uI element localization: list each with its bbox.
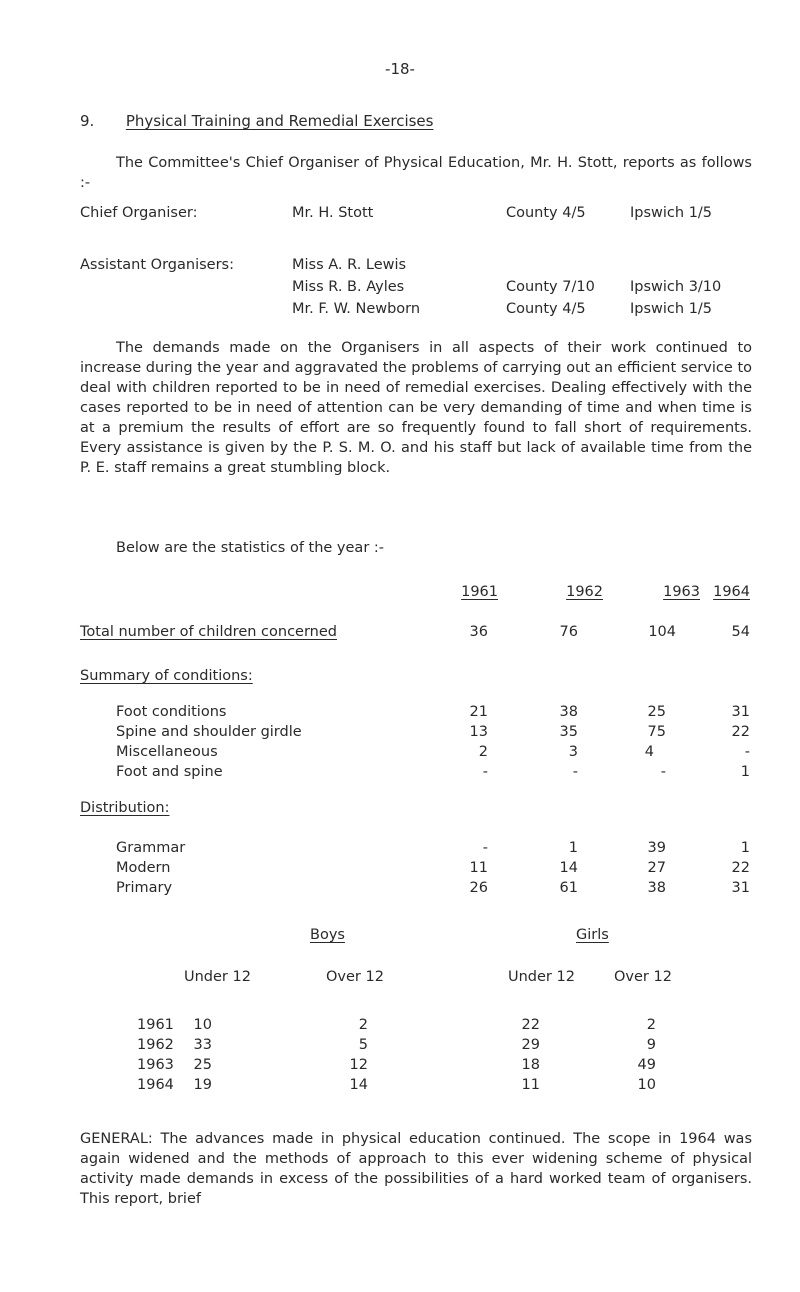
row-year: 1961 [137, 1017, 174, 1033]
year-header: 1962 [566, 584, 603, 600]
intro-paragraph: The Committee's Chief Organiser of Physical Education, Mr. H. Stott, reports as follows :- [80, 155, 752, 191]
condition-value: 31 [731, 704, 750, 720]
chief-organiser-name: Mr. H. Stott [292, 205, 374, 221]
condition-value: - [744, 744, 750, 760]
condition-label: Miscellaneous [116, 744, 218, 760]
assistant-organisers-label: Assistant Organisers: [80, 257, 234, 273]
total-value: 104 [648, 624, 676, 640]
girls-over-12: 9 [646, 1037, 656, 1053]
assistant-name: Miss R. B. Ayles [292, 279, 405, 295]
summary-heading: Summary of conditions: [80, 668, 253, 684]
boys-under-12: 10 [193, 1017, 212, 1033]
boys-heading: Boys [310, 927, 345, 943]
boys-under-12: 33 [193, 1037, 212, 1053]
sub-header: Over 12 [614, 969, 672, 985]
row-year: 1964 [137, 1077, 174, 1093]
condition-value: 25 [647, 704, 666, 720]
total-value: 76 [559, 624, 578, 640]
body-paragraph: The demands made on the Organisers in all aspects of their work continued to increase during the year and aggravated the problems of carrying out an efficient service to deal with children reported to be in need of remedial exercises. Dealing effectively with the cases reported to be in need of attention can be very demanding of time and when time is at a premium the results of effort are so frequently found to fall short of requirements. Every assistance is given by the P. S. M. O. and his staff but lack of available time from the P. E. staff remains a great stumbling block. [80, 340, 752, 476]
page-number: -18- [385, 60, 415, 78]
condition-label: Foot and spine [116, 764, 223, 780]
year-header: 1964 [713, 584, 750, 600]
stats-intro: Below are the statistics of the year :- [116, 540, 385, 556]
section-heading [80, 112, 433, 130]
boys-over-12: 12 [349, 1057, 368, 1073]
distribution-value: 1 [568, 840, 578, 856]
distribution-heading: Distribution: [80, 800, 170, 816]
condition-value: 4 [644, 744, 654, 760]
distribution-value: 27 [647, 860, 666, 876]
chief-organiser-ipswich: Ipswich 1/5 [630, 205, 713, 221]
condition-value: 3 [568, 744, 578, 760]
distribution-value: 1 [740, 840, 750, 856]
boys-under-12: 19 [193, 1077, 212, 1093]
girls-under-12: 18 [521, 1057, 540, 1073]
chief-organiser-county: County 4/5 [506, 205, 586, 221]
distribution-label: Modern [116, 860, 171, 876]
condition-value: 35 [559, 724, 578, 740]
sub-header: Over 12 [326, 969, 384, 985]
condition-label: Foot conditions [116, 704, 227, 720]
boys-under-12: 25 [193, 1057, 212, 1073]
girls-under-12: 22 [521, 1017, 540, 1033]
distribution-value: 38 [647, 880, 666, 896]
sub-header: Under 12 [508, 969, 575, 985]
condition-value: - [660, 764, 666, 780]
distribution-value: - [482, 840, 488, 856]
condition-value: - [572, 764, 578, 780]
condition-value: 1 [740, 764, 750, 780]
total-value: 36 [469, 624, 488, 640]
condition-value: 38 [559, 704, 578, 720]
distribution-value: 11 [469, 860, 488, 876]
assistant-county: County 7/10 [506, 279, 595, 295]
section-number: 9. [80, 112, 95, 130]
year-header: 1961 [461, 584, 498, 600]
distribution-value: 26 [469, 880, 488, 896]
distribution-value: 31 [731, 880, 750, 896]
chief-organiser-label: Chief Organiser: [80, 205, 198, 221]
distribution-label: Grammar [116, 840, 186, 856]
girls-over-12: 2 [646, 1017, 656, 1033]
total-value: 54 [731, 624, 750, 640]
condition-value: 2 [478, 744, 488, 760]
year-header: 1963 [663, 584, 700, 600]
sub-header: Under 12 [184, 969, 251, 985]
girls-heading: Girls [576, 927, 609, 943]
girls-under-12: 29 [521, 1037, 540, 1053]
distribution-value: 61 [559, 880, 578, 896]
assistant-name: Miss A. R. Lewis [292, 257, 407, 273]
distribution-value: 22 [731, 860, 750, 876]
boys-over-12: 2 [358, 1017, 368, 1033]
assistant-county: County 4/5 [506, 301, 586, 317]
assistant-name: Mr. F. W. Newborn [292, 301, 421, 317]
row-year: 1962 [137, 1037, 174, 1053]
general-paragraph: GENERAL: The advances made in physical education continued. The scope in 1964 was again widened and the methods of approach to this ever widening scheme of physical activity made demands in excess of the possibilities of a hard worked team of organisers. This report, brief [80, 1131, 752, 1207]
girls-under-12: 11 [521, 1077, 540, 1093]
row-year: 1963 [137, 1057, 174, 1073]
boys-over-12: 5 [358, 1037, 368, 1053]
assistant-ipswich: Ipswich 1/5 [630, 301, 713, 317]
condition-value: 13 [469, 724, 488, 740]
distribution-value: 39 [647, 840, 666, 856]
condition-value: 22 [731, 724, 750, 740]
condition-value: 75 [647, 724, 666, 740]
condition-value: - [482, 764, 488, 780]
condition-value: 21 [469, 704, 488, 720]
girls-over-12: 49 [637, 1057, 656, 1073]
girls-over-12: 10 [637, 1077, 656, 1093]
distribution-label: Primary [116, 880, 173, 896]
distribution-value: 14 [559, 860, 578, 876]
total-label: Total number of children concerned [80, 624, 337, 640]
boys-over-12: 14 [349, 1077, 368, 1093]
condition-label: Spine and shoulder girdle [116, 724, 302, 740]
assistant-ipswich: Ipswich 3/10 [630, 279, 722, 295]
section-title: Physical Training and Remedial Exercises [125, 112, 434, 130]
